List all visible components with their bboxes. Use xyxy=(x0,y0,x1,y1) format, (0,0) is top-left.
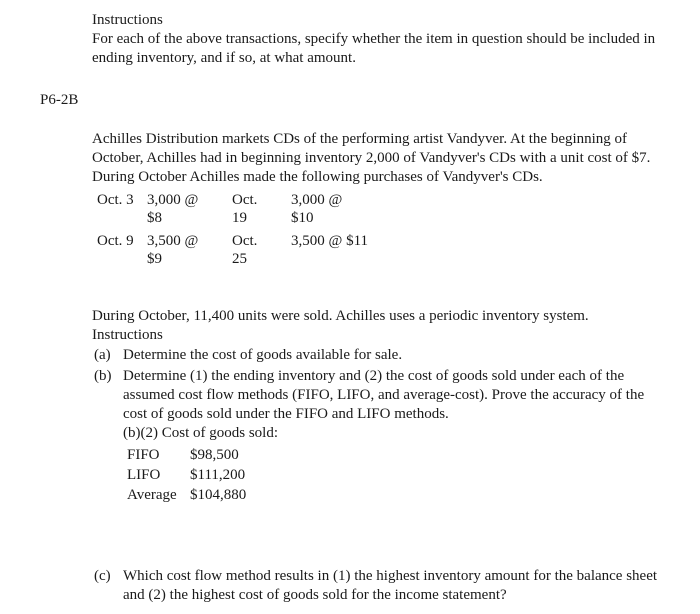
item-a-label: (a) xyxy=(94,347,111,363)
row2-cost1: $9 xyxy=(147,251,162,267)
problem-instructions-heading: Instructions xyxy=(92,327,163,343)
row1-cost2: $10 xyxy=(291,210,314,226)
row1-date2-month: Oct. xyxy=(232,192,258,208)
problem-intro: Achilles Distribution markets CDs of the performing artist Vandyver. At the beginning of October, Achilles had in beginning inventory 2,000 of Vandyver's CDs with a unit cost of $7. During October Achilles made the following purchases of Vandyver's CDs. xyxy=(92,131,651,185)
item-c-text: Which cost flow method results in (1) the highest inventory amount for the balance sheet and (2) the highest cost of goods sold for the income statement? xyxy=(123,568,658,603)
cogs-value: $111,200 xyxy=(190,467,246,483)
item-c-label: (c) xyxy=(94,568,111,584)
row1-qty2: 3,000 @ xyxy=(291,192,343,208)
instructions-heading: Instructions xyxy=(92,12,163,28)
problem-label: P6-2B xyxy=(40,92,79,108)
item-a-text: Determine the cost of goods available for sale. xyxy=(123,347,403,363)
cogs-method: Average xyxy=(127,487,177,503)
row2-qty2: 3,500 @ $11 xyxy=(291,233,369,249)
item-b-label: (b) xyxy=(94,368,112,384)
row1-date1: Oct. 3 xyxy=(97,192,134,208)
row1-qty1: 3,000 @ xyxy=(147,192,199,208)
item-b-text: Determine (1) the ending inventory and (2) the cost of goods sold under each of the assumed cost flow methods (FIFO, LIFO, and average-cost). Prove the accuracy of the cost of goods sold under the FIFO and LIFO methods. xyxy=(123,368,645,422)
units-sold-text: During October, 11,400 units were sold. Achilles uses a periodic inventory system. xyxy=(92,308,589,324)
cogs-value: $104,880 xyxy=(190,487,247,503)
row1-cost1: $8 xyxy=(147,210,162,226)
cogs-method: LIFO xyxy=(127,467,161,483)
row2-date2-month: Oct. xyxy=(232,233,258,249)
instructions-text: For each of the above transactions, specify whether the item in question should be included in ending inventory, and if so, at what amount. xyxy=(92,31,656,66)
row2-date1: Oct. 9 xyxy=(97,233,134,249)
row2-date2-day: 25 xyxy=(232,251,247,267)
row2-qty1: 3,500 @ xyxy=(147,233,199,249)
cogs-heading: (b)(2) Cost of goods sold: xyxy=(123,425,278,441)
cogs-value: $98,500 xyxy=(190,447,239,463)
row1-date2-day: 19 xyxy=(232,210,247,226)
cogs-method: FIFO xyxy=(127,447,160,463)
